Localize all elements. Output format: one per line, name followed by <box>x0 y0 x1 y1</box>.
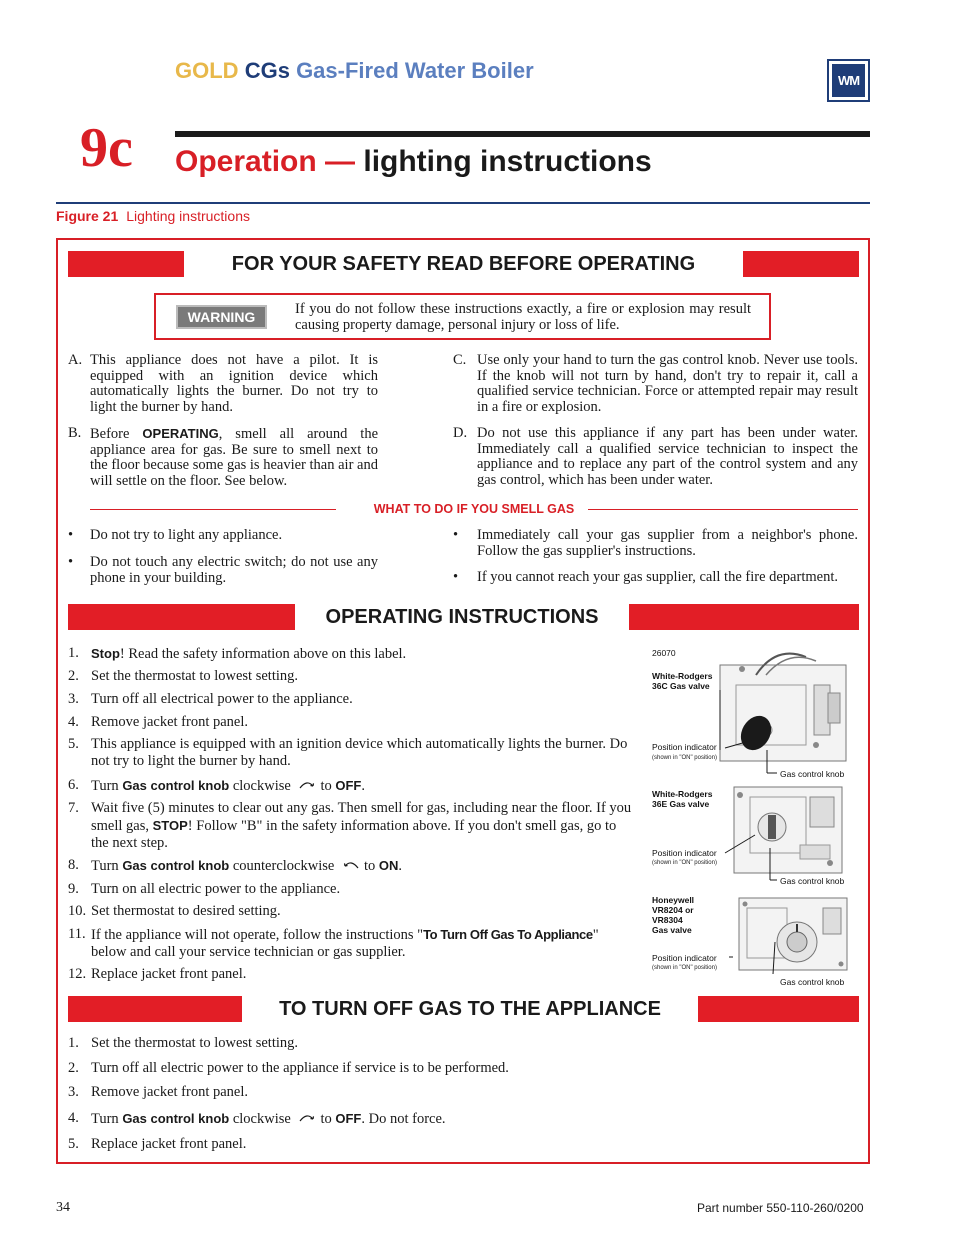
smell-rule-right <box>588 509 858 510</box>
part-number: Part number 550-110-260/0200 <box>697 1201 864 1215</box>
document-header-title <box>175 58 534 84</box>
banner-bar-right <box>629 604 859 630</box>
item-label-c: C. <box>453 352 467 368</box>
position-note: (shown in "ON" position) <box>652 965 717 971</box>
item-label-b: B. <box>68 425 82 441</box>
leader-lines <box>715 690 790 990</box>
safety-item-a: This appliance does not have a pilot. It is equipped with an ignition device which automatically lights the burner. Do not try to light the burner by hand. <box>90 352 378 415</box>
banner-bar-left <box>68 604 295 630</box>
figure-caption <box>56 208 250 224</box>
banner-bar-right <box>698 996 859 1022</box>
safety-item-c: Use only your hand to turn the gas control knob. Never use tools. If the knob will not turn by hand, don't try to repair it, call a qualified service technician. Force or attempted repair may result in a fire or explosion. <box>477 352 858 415</box>
position-indicator-label: Position indicator <box>652 848 717 858</box>
page-number: 34 <box>56 1200 70 1215</box>
section-title <box>175 145 652 179</box>
item-b-keyword: OPERATING <box>142 426 219 441</box>
smell-bullet: If you cannot reach your gas supplier, call the fire department. <box>477 569 838 585</box>
position-note: (shown in "ON" position) <box>652 860 717 866</box>
gas-control-knob-label: Gas control knob <box>780 769 845 779</box>
clockwise-arrow-icon <box>298 779 316 791</box>
safety-heading: FOR YOUR SAFETY READ BEFORE OPERATING <box>231 253 696 275</box>
section-title-dark: lighting instructions <box>363 145 652 178</box>
gas-control-knob-label: Gas control knob <box>780 876 845 886</box>
bullet: • <box>453 569 459 585</box>
section-title-red: Operation — <box>175 145 356 178</box>
figure-code: 26070 <box>652 648 676 658</box>
clockwise-arrow-icon <box>298 1112 316 1124</box>
bullet: • <box>453 527 459 543</box>
smell-bullet: Do not try to light any appliance. <box>90 527 283 543</box>
figure-label: Figure 21 <box>56 208 119 224</box>
brand-gold: GOLD <box>175 58 239 83</box>
section-number: 9c <box>80 117 133 179</box>
turn-off-heading: TO TURN OFF GAS TO THE APPLIANCE <box>279 998 661 1020</box>
product-name: Gas-Fired Water Boiler <box>296 58 534 83</box>
warning-badge: WARNING <box>176 305 267 329</box>
valve-name-honeywell: Honeywell VR8204 or VR8304 Gas valve <box>652 895 695 935</box>
smell-bullet: Immediately call your gas supplier from a neighbor's phone. Follow the gas supplier's instructions. <box>477 527 858 559</box>
gas-control-knob-label: Gas control knob <box>780 977 845 987</box>
item-label-a: A. <box>68 352 83 368</box>
position-indicator-label: Position indicator <box>652 742 717 752</box>
logo-mark: WM <box>832 64 865 97</box>
smell-gas-heading-text: WHAT TO DO IF YOU SMELL GAS <box>373 502 575 516</box>
banner-bar-left <box>68 251 184 277</box>
item-label-d: D. <box>453 425 468 441</box>
figure-caption-text: Lighting instructions <box>126 208 250 224</box>
banner-bar-right <box>743 251 859 277</box>
header-rule <box>175 131 870 137</box>
smell-gas-heading <box>90 500 858 520</box>
bullet: • <box>68 527 74 543</box>
banner-bar-left <box>68 996 242 1022</box>
operating-banner <box>68 604 859 630</box>
safety-banner <box>68 251 859 277</box>
counterclockwise-arrow-icon <box>342 859 360 871</box>
safety-item-d: Do not use this appliance if any part has been under water. Immediately call a qualified service technician to inspect the appliance and to replace any part of the control system and any gas control, which has been under water. <box>477 425 858 488</box>
item-b-pre: Before <box>90 426 130 442</box>
valve-name-36c: White-Rodgers 36C Gas valve <box>652 671 713 691</box>
position-indicator-label: Position indicator <box>652 953 717 963</box>
section-divider <box>56 202 870 204</box>
turn-off-banner <box>68 996 859 1022</box>
warning-text: If you do not follow these instructions exactly, a fire or explosion may result causing property damage, personal injury or loss of life. <box>295 301 751 333</box>
position-note: (shown in "ON" position) <box>652 755 717 761</box>
item-b-post: , smell all around the appliance area for gas. Be sure to smell next to the floor because some gas is heavier than air and will settle on the floor. See below. <box>90 426 379 489</box>
valve-name-36e: White-Rodgers 36E Gas valve <box>652 789 713 809</box>
operating-heading: OPERATING INSTRUCTIONS <box>325 606 599 628</box>
safety-item-b <box>90 426 378 489</box>
company-logo <box>827 59 870 102</box>
bullet: • <box>68 554 74 570</box>
smell-bullet: Do not touch any electric switch; do not use any phone in your building. <box>90 554 378 586</box>
brand-model: CGs <box>244 58 290 83</box>
